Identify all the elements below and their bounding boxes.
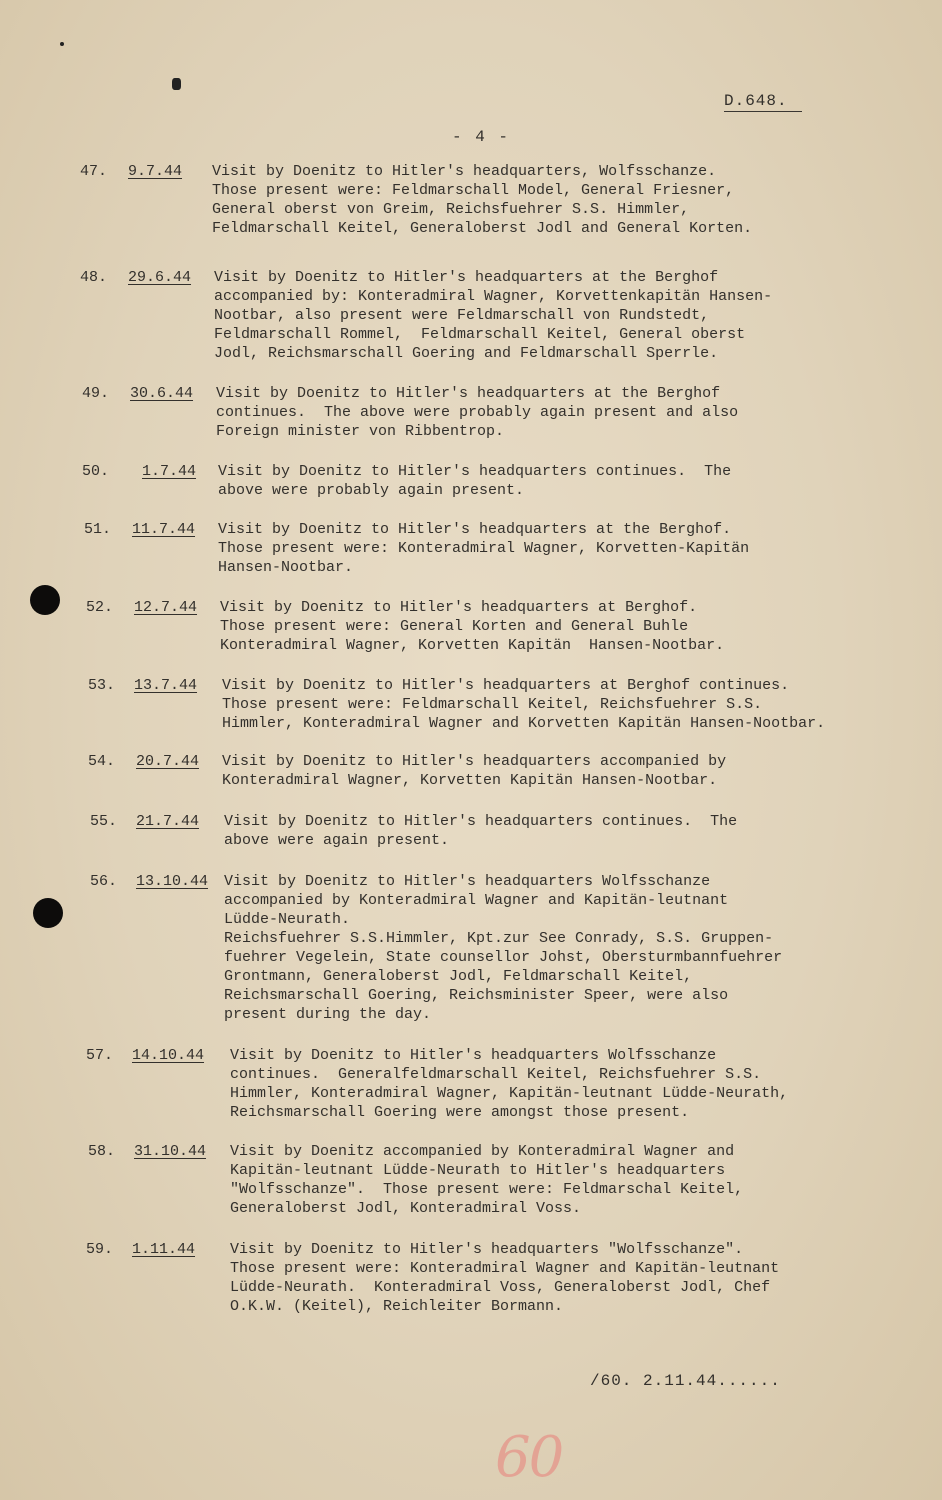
ink-speck — [172, 78, 181, 90]
entry-text: Visit by Doenitz to Hitler's headquarters at the Berghof continues. The above were probably again present and also Foreign minister von Ribbentrop. — [216, 385, 739, 440]
entry-number: 52. — [86, 599, 114, 616]
punch-hole-top — [30, 585, 60, 615]
entry-number: 55. — [90, 813, 118, 830]
entry-text: Visit by Doenitz to Hitler's headquarters continues. The above were again present. — [224, 813, 738, 849]
entry-text: Visit by Doenitz to Hitler's headquarters at Berghof. Those present were: General Korten and General Buhle Konteradmiral Wagner, Korvetten Kapitän Hansen-Nootbar. — [220, 599, 725, 654]
entry-number: 53. — [88, 677, 116, 694]
entry-date: 29.6.44 — [128, 269, 192, 286]
entry-number: 47. — [80, 163, 108, 180]
entry-number: 56. — [90, 873, 118, 890]
entry-text: Visit by Doenitz to Hitler's headquarters "Wolfsschanze". Those present were: Konteradmiral Wagner and Kapitän-leutnant Lüdde-Neurath. Konteradmiral Voss, Generaloberst Jodl, Chef O.K.W. (Keitel), Reichleiter Bormann. — [230, 1241, 780, 1315]
entry-date: 13.7.44 — [134, 677, 198, 694]
punch-hole-bottom — [33, 898, 63, 928]
entry-date: 30.6.44 — [130, 385, 194, 402]
entry-number: 54. — [88, 753, 116, 770]
entry-text: Visit by Doenitz accompanied by Konteradmiral Wagner and Kapitän-leutnant Lüdde-Neurath to Hitler's headquarters "Wolfsschanze". Those present were: Feldmarschal Keitel, Generaloberst Jodl, Konteradmiral Voss. — [230, 1143, 744, 1217]
entry-date: 12.7.44 — [134, 599, 198, 616]
entry-date: 20.7.44 — [136, 753, 200, 770]
entry-date: 1.11.44 — [132, 1241, 196, 1258]
entry-date: 11.7.44 — [132, 521, 196, 538]
entry-text: Visit by Doenitz to Hitler's headquarters accompanied by Konteradmiral Wagner, Korvetten Kapitän Hansen-Nootbar. — [222, 753, 727, 789]
page-number: - 4 - — [452, 128, 511, 146]
document-reference: D.648. — [724, 92, 802, 112]
entry-number: 51. — [84, 521, 112, 538]
entry-number: 50. — [82, 463, 110, 480]
entry-text: Visit by Doenitz to Hitler's headquarters at the Berghof accompanied by: Konteradmiral Wagner, Korvettenkapitän Hansen- Nootbar, also present were Feldmarschall von Rundstedt, Feldmarschall Rommel, Feldmarschall Keitel, General oberst Jodl, Reichsmarschall Goering and Feldmarschall Sperrle. — [214, 269, 773, 362]
entry-date: 13.10.44 — [136, 873, 209, 890]
entry-number: 49. — [82, 385, 110, 402]
ink-speck — [60, 42, 64, 46]
entry-date: 31.10.44 — [134, 1143, 207, 1160]
entry-date: 21.7.44 — [136, 813, 200, 830]
entry-number: 58. — [88, 1143, 116, 1160]
entry-text: Visit by Doenitz to Hitler's headquarters, Wolfsschanze. Those present were: Feldmarschall Model, General Friesner, General oberst von Greim, Reichsfuehrer S.S. Himmler, Feldmarschall Keitel, Generaloberst Jodl and General Korten. — [212, 163, 753, 237]
continuation-reference: /60. 2.11.44...... — [590, 1372, 781, 1390]
entry-text: Visit by Doenitz to Hitler's headquarters at the Berghof. Those present were: Konteradmiral Wagner, Korvetten-Kapitän Hansen-Nootbar. — [218, 521, 750, 576]
entry-text: Visit by Doenitz to Hitler's headquarters Wolfsschanze accompanied by Konteradmiral Wagner and Kapitän-leutnant Lüdde-Neurath. Reichsfuehrer S.S.Himmler, Kpt.zur See Conrady, S.S. Gruppen- fuehrer Vegelein, State counsellor Johst, Obersturmbannfuehrer Grontmann, Generaloberst Jodl, Feldmarschall Keitel, Reichsmarschall Goering, Reichsminister Speer, were also present during the day. — [224, 873, 783, 1023]
entry-date: 9.7.44 — [128, 163, 183, 180]
entry-number: 48. — [80, 269, 108, 286]
entry-text: Visit by Doenitz to Hitler's headquarters at Berghof continues. Those present were: Feldmarschall Keitel, Reichsfuehrer S.S. Himmler, Konteradmiral Wagner and Korvetten Kapitän Hansen-Nootbar. — [222, 677, 826, 732]
entry-text: Visit by Doenitz to Hitler's headquarters continues. The above were probably again present. — [218, 463, 732, 499]
pencil-page-number: 60 — [495, 1425, 563, 1490]
entry-number: 59. — [86, 1241, 114, 1258]
entry-date: 14.10.44 — [132, 1047, 205, 1064]
entry-date: 1.7.44 — [142, 463, 197, 480]
entry-text: Visit by Doenitz to Hitler's headquarters Wolfsschanze continues. Generalfeldmarschall Keitel, Reichsfuehrer S.S. Himmler, Konteradmiral Wagner, Kapitän-leutnant Lüdde-Neurath, Reichsmarschall Goering were amongst those present. — [230, 1047, 789, 1121]
entry-number: 57. — [86, 1047, 114, 1064]
